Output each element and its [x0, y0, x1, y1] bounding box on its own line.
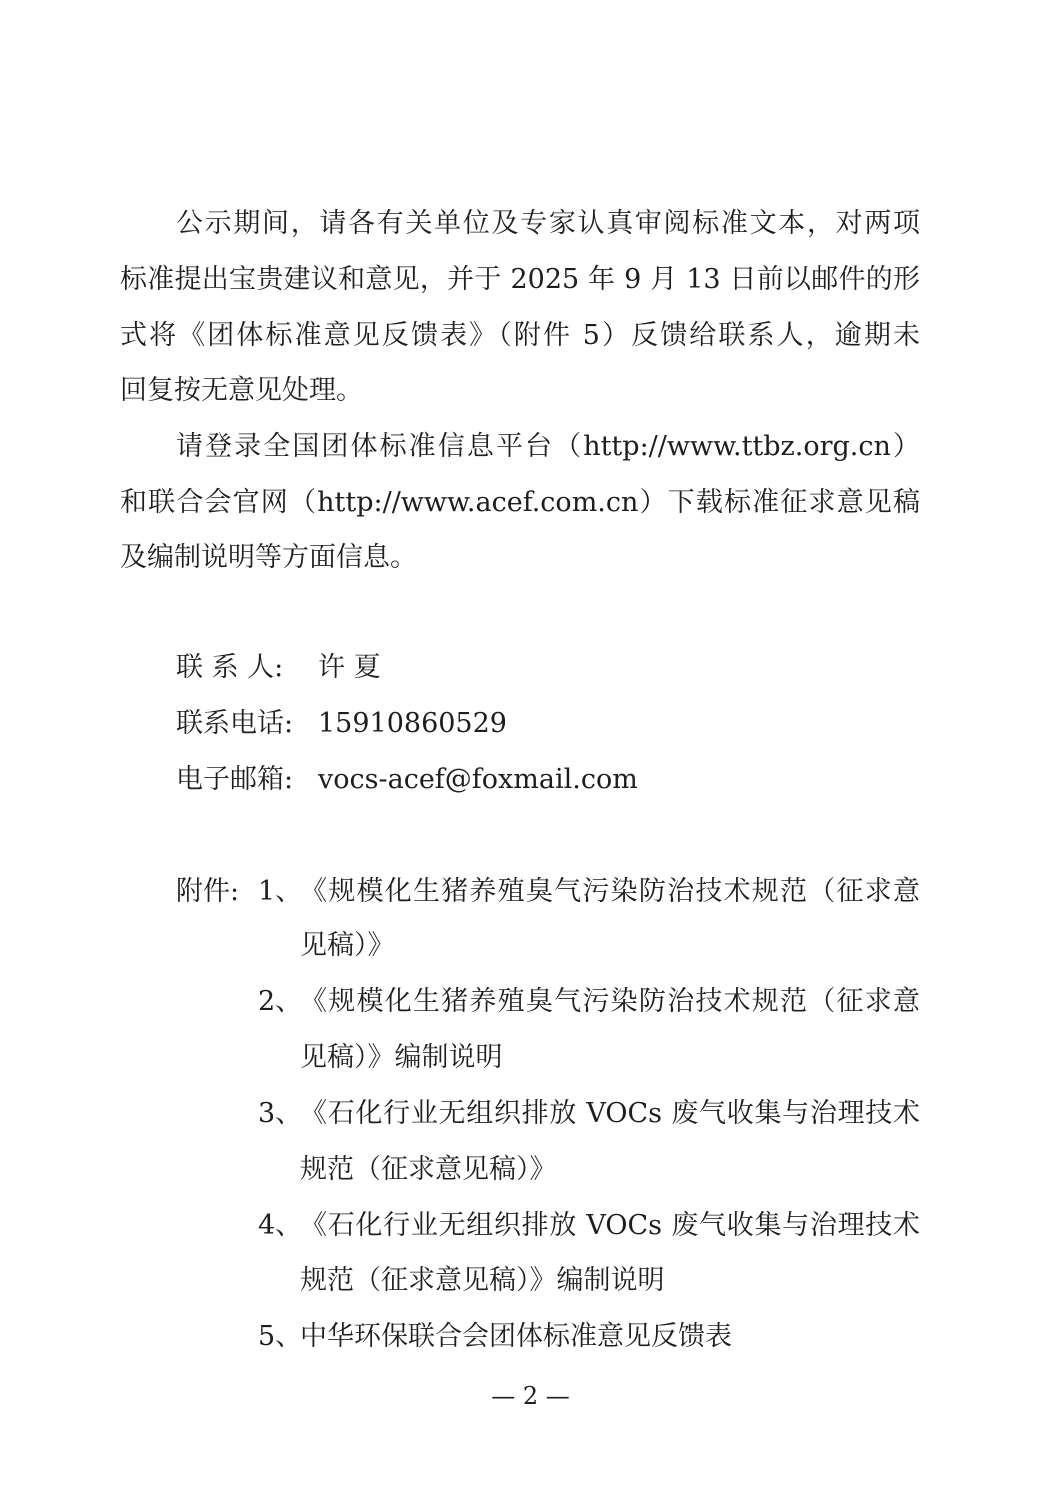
attachment-3-line1: 《石化行业无组织排放 VOCs 废气收集与治理技术 — [300, 1098, 920, 1129]
attachment-2-line1: 《规模化生猪养殖臭气污染防治技术规范（征求意 — [300, 986, 920, 1017]
paragraph2-line2: 和联合会官网（http://www.acef.com.cn）下载标准征求意见稿 — [120, 487, 920, 518]
contact-person-label: 联 系 人: — [176, 652, 284, 683]
paragraph1-line3: 式将《团体标准意见反馈表》（附件 5）反馈给联系人，逾期未 — [120, 320, 920, 351]
attachment-3-line2: 规范（征求意见稿）》 — [300, 1154, 557, 1185]
attachments-label: 附件: — [176, 876, 240, 907]
attachment-number-5: 5、 — [258, 1321, 303, 1352]
attachment-number-1: 1、 — [258, 876, 303, 907]
attachment-number-2: 2、 — [258, 986, 303, 1017]
attachment-4-line1: 《石化行业无组织排放 VOCs 废气收集与治理技术 — [300, 1210, 920, 1241]
paragraph2-line1: 请登录全国团体标准信息平台（http://www.ttbz.org.cn） — [176, 431, 920, 462]
attachment-4-line2: 规范（征求意见稿）》编制说明 — [300, 1265, 665, 1296]
paragraph1-line1: 公示期间，请各有关单位及专家认真审阅标准文本，对两项 — [176, 208, 920, 239]
contact-phone-value: 15910860529 — [318, 708, 507, 739]
attachment-number-4: 4、 — [258, 1210, 303, 1241]
paragraph1-line4: 回复按无意见处理。 — [120, 375, 363, 406]
paragraph1-line2: 标准提出宝贵建议和意见，并于 2025 年 9 月 13 日前以邮件的形 — [120, 264, 920, 295]
attachment-number-3: 3、 — [258, 1098, 303, 1129]
contact-person-value: 许 夏 — [318, 652, 381, 683]
attachment-5-line1: 中华环保联合会团体标准意见反馈表 — [300, 1321, 732, 1352]
contact-phone-label: 联系电话: — [176, 708, 294, 739]
contact-email-value: vocs-acef@foxmail.com — [318, 764, 638, 795]
attachment-1-line2: 见稿）》 — [300, 930, 395, 961]
attachment-2-line2: 见稿）》编制说明 — [300, 1042, 503, 1073]
page-number: — 2 — — [491, 1382, 570, 1410]
contact-email-label: 电子邮箱: — [176, 764, 294, 795]
paragraph2-line3: 及编制说明等方面信息。 — [120, 542, 417, 573]
attachment-1-line1: 《规模化生猪养殖臭气污染防治技术规范（征求意 — [300, 876, 920, 907]
